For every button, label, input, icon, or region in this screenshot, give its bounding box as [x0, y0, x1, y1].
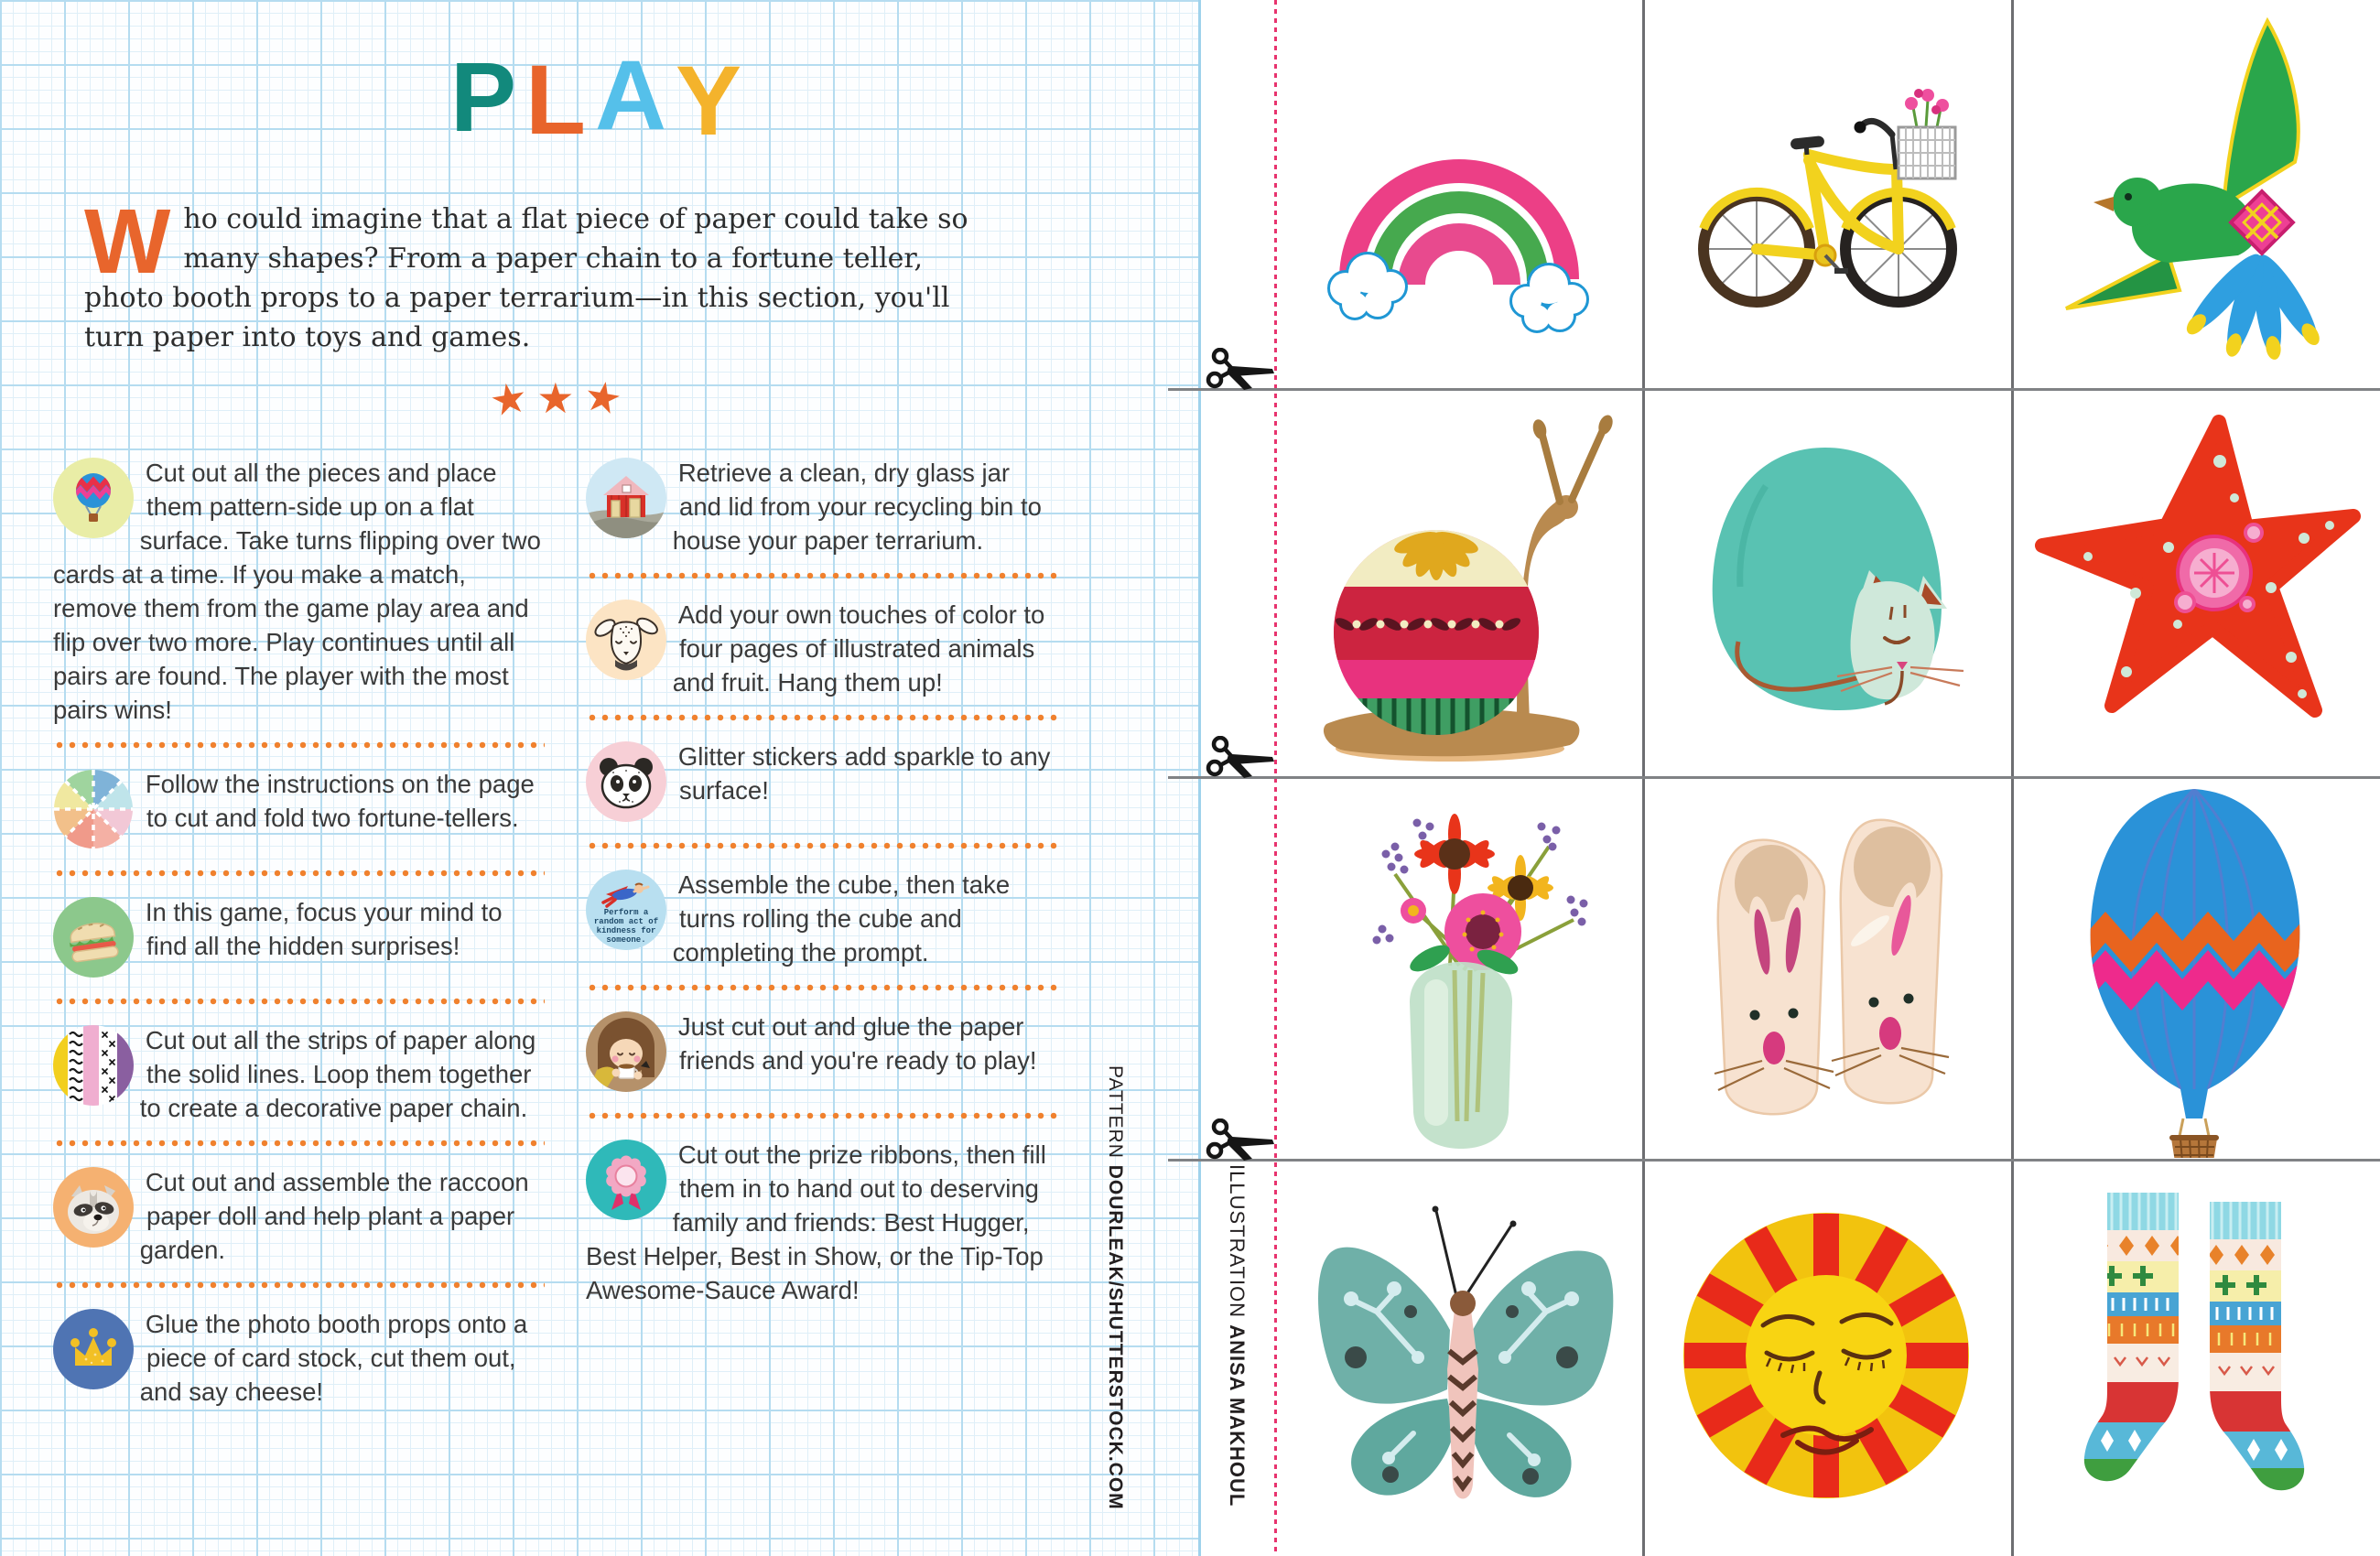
illustration-credit-label: ILLUSTRATION: [1226, 1164, 1249, 1319]
instructions-column-left: [53, 456, 545, 1409]
instruction-text: Just cut out and glue the paper friends and you're ready to play!: [677, 1012, 1037, 1075]
sun-illustration: [1675, 1177, 1979, 1539]
instruction-text: Cut out all the pieces and place them pattern-side up on a flat surface. Take turns flipping over two cards at a time. If you make a match, remove them from the game play area and flip over two more. Play continues until all pairs are found. The player with the most pairs wins!: [53, 459, 541, 724]
intro-text: ho could imagine that a flat piece of paper could take so many shapes? From a paper chain to a fortune teller, photo booth props to a paper terrarium—in this section, you'll turn paper into toys and games.: [84, 203, 968, 353]
dotted-divider: [586, 1112, 1057, 1119]
instruction-item-memory-game: [53, 456, 545, 727]
instruction-text: Retrieve a clean, dry glass jar and lid from your recycling bin to house your paper terrarium.: [672, 459, 1042, 555]
hot-air-balloon-icon: [53, 458, 134, 538]
title-letter: P: [450, 41, 526, 152]
pattern-credit: [1104, 1065, 1126, 1510]
socks-illustration: [2043, 1170, 2350, 1545]
instruction-item-prize-ribbons: [586, 1138, 1057, 1307]
instruction-text: In this game, focus your mind to find all the hidden surprises!: [145, 898, 503, 960]
instruction-item-glitter-stickers: [586, 740, 1057, 827]
dotted-divider: [586, 842, 1057, 849]
title-letter: A: [595, 39, 676, 150]
scissors-icon: [1205, 736, 1276, 783]
instruction-text: Follow the instructions on the page to cut and fold two fortune-tellers.: [145, 770, 535, 832]
raccoon-icon: [53, 1167, 134, 1248]
instruction-text: Cut out all the strips of paper along the solid lines. Loop them together to create a decorative paper chain.: [139, 1026, 536, 1122]
bicycle-illustration: [1670, 43, 1985, 345]
instruction-text: Cut out the prize ribbons, then fill them in to hand out to deserving family and friends: Best Hugger, Best Helper, Best in Show, or the Tip-Top Awesome-Sauce Award!: [586, 1140, 1046, 1304]
panda-icon: [586, 741, 666, 822]
bunny-slippers-illustration: [1674, 784, 1981, 1151]
snail-illustration: [1299, 399, 1619, 765]
dotted-divider: [53, 998, 545, 1005]
paper-friend-icon: [586, 1011, 666, 1092]
card-socks: [2012, 1159, 2380, 1556]
butterfly-illustration: [1299, 1182, 1619, 1534]
card-bird: [2012, 0, 2380, 388]
instruction-item-raccoon-doll: [53, 1165, 545, 1267]
paper-strips-icon: [53, 1025, 134, 1106]
instruction-item-kindness-cube: [586, 868, 1057, 969]
instruction-item-paper-chain: [53, 1023, 545, 1125]
starfish-illustration: [2031, 408, 2361, 756]
title-letter: L: [525, 44, 596, 155]
star-icon: ★: [536, 374, 584, 422]
instruction-text: Add your own touches of color to four pages of illustrated animals and fruit. Hang them up!: [672, 600, 1045, 697]
fortune-teller-icon: [53, 769, 134, 849]
scissors-icon: [1205, 348, 1276, 395]
three-stars: [485, 370, 634, 427]
bird-illustration: [2031, 14, 2361, 375]
dotted-divider: [586, 714, 1057, 721]
pattern-credit-label: PATTERN: [1105, 1065, 1126, 1159]
crown-icon: [53, 1309, 134, 1389]
hot-air-balloon-illustration: [2043, 778, 2350, 1158]
illustration-credit-value: ANISA MAKHOUL: [1226, 1324, 1249, 1507]
instruction-text: Assemble the cube, then take turns rolling the cube and completing the prompt.: [672, 870, 1011, 967]
card-sleeping-cat: [1643, 388, 2011, 776]
dotted-divider: [53, 870, 545, 877]
instruction-item-terrarium: [586, 456, 1057, 557]
card-snail: [1276, 388, 1642, 776]
instruction-item-hidden-surprises: [53, 895, 545, 983]
dotted-divider: [53, 1140, 545, 1147]
card-bicycle: [1643, 0, 2011, 388]
title-letter: Y: [676, 45, 752, 156]
card-starfish: [2012, 388, 2380, 776]
scissors-icon: [1205, 1118, 1276, 1166]
sandwich-icon: [53, 897, 134, 978]
dotted-divider: [53, 1281, 545, 1289]
kindness-cube-text-line: kindness for: [596, 926, 656, 935]
dotted-divider: [586, 572, 1057, 579]
instruction-item-photo-booth-props: [53, 1307, 545, 1409]
rainbow-illustration: [1304, 43, 1615, 345]
pattern-credit-value: DOURLEAK/SHUTTERSTOCK.COM: [1105, 1164, 1126, 1510]
dotted-divider: [53, 741, 545, 749]
dotted-divider: [586, 984, 1057, 991]
instruction-text: Glitter stickers add sparkle to any surface!: [677, 742, 1051, 805]
flowers-in-jar-illustration: [1304, 783, 1615, 1153]
prize-ribbon-icon: [586, 1140, 666, 1220]
page-title: [450, 39, 752, 156]
card-sun: [1643, 1159, 2011, 1556]
card-hot-air-balloon: [2012, 776, 2380, 1159]
kindness-cube-icon: [586, 870, 666, 950]
barn-icon: [586, 458, 666, 538]
illustration-credit: [1225, 1164, 1249, 1507]
drop-cap: W: [84, 190, 171, 293]
kindness-cube-text-line: random act of: [593, 917, 659, 926]
intro-paragraph: [84, 190, 1011, 357]
instruction-item-fortune-tellers: [53, 767, 545, 855]
instructions-column-right: [586, 456, 1057, 1307]
instruction-item-coloring-pages: [586, 598, 1057, 699]
card-flowers-in-jar: [1276, 776, 1642, 1159]
card-bunny-slippers: [1643, 776, 2011, 1159]
card-rainbow: [1276, 0, 1642, 388]
sleeping-cat-illustration: [1674, 431, 1981, 733]
kindness-cube-text-line: someone.: [606, 935, 646, 945]
star-icon: ★: [485, 370, 541, 427]
instruction-item-paper-friends: [586, 1010, 1057, 1097]
instruction-text: Cut out and assemble the raccoon paper doll and help plant a paper garden.: [139, 1168, 529, 1264]
fawn-icon: [586, 600, 666, 680]
card-butterfly: [1276, 1159, 1642, 1556]
kindness-cube-text-line: Perform a: [603, 908, 649, 917]
instruction-text: Glue the photo booth props onto a piece of card stock, cut them out, and say cheese!: [139, 1310, 528, 1406]
star-icon: ★: [579, 370, 634, 427]
